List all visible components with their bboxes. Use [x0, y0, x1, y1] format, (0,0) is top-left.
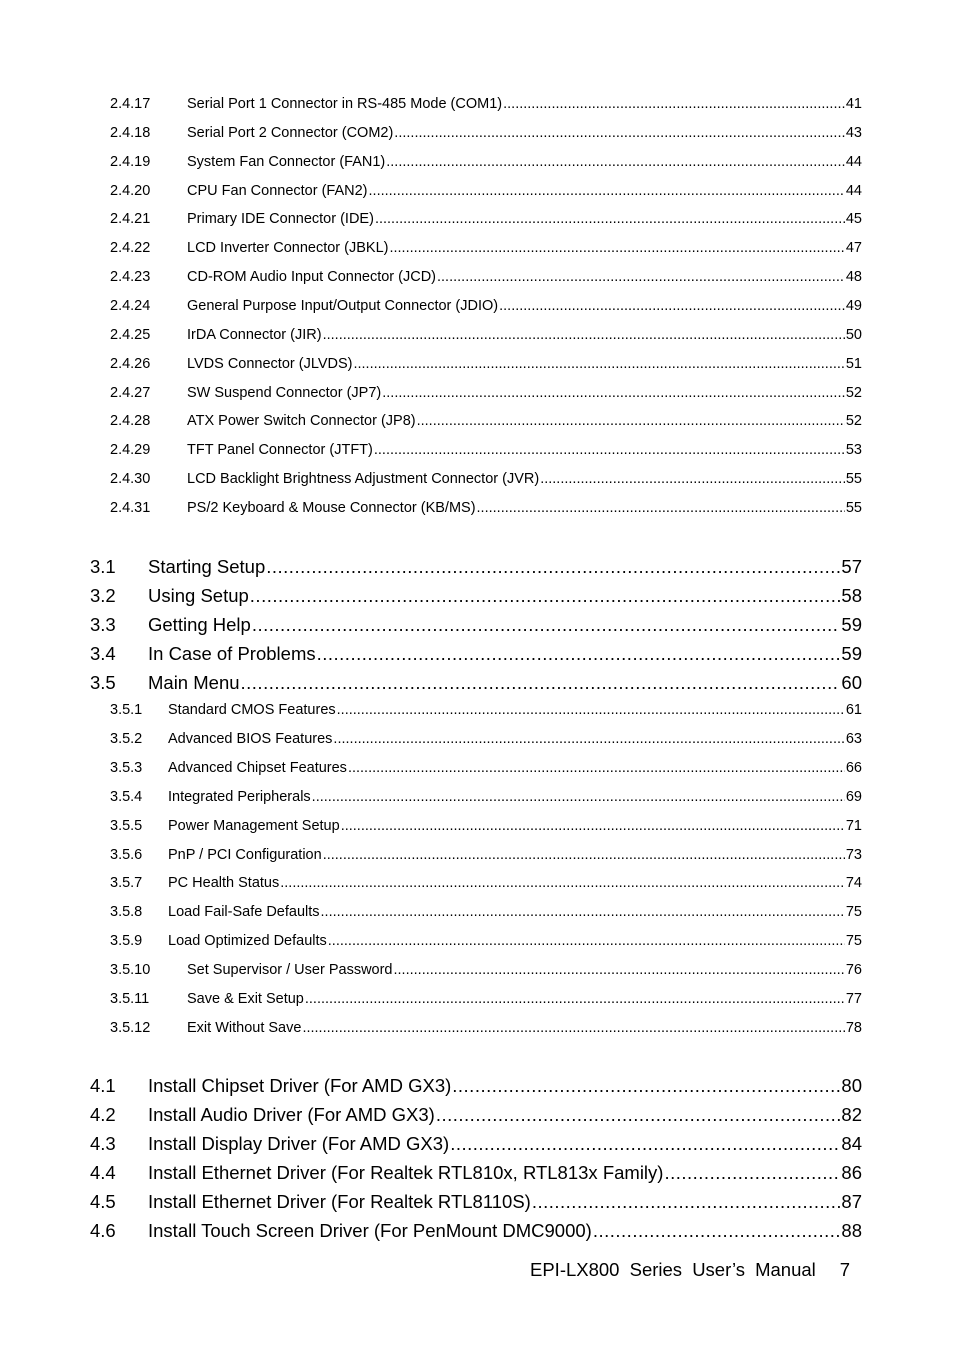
- toc-entry-number: 3.5: [90, 672, 116, 693]
- toc-entry-title: System Fan Connector (FAN1): [187, 153, 386, 170]
- toc-entry[interactable]: [90, 1162, 862, 1184]
- toc-entry-page: 45: [845, 211, 862, 228]
- toc-dot-leader: [540, 471, 845, 487]
- toc-dot-leader: [323, 327, 845, 343]
- toc-dot-leader: [305, 991, 845, 1007]
- toc-dot-leader: [321, 904, 845, 920]
- toc-entry-page: 44: [845, 153, 862, 170]
- toc-entry[interactable]: [110, 933, 862, 949]
- toc-entry[interactable]: [110, 818, 862, 834]
- toc-entry-title: Advanced BIOS Features: [168, 730, 333, 747]
- toc-entry-page: 55: [845, 499, 862, 516]
- toc-entry-number: 3.5.11: [110, 990, 150, 1007]
- toc-entry-number: 2.4.22: [110, 240, 151, 257]
- toc-entry-title: Install Audio Driver (For AMD GX3): [148, 1103, 435, 1125]
- toc-entry-page: 44: [845, 182, 862, 199]
- toc-dot-leader: [499, 298, 845, 314]
- footer-manual-title: EPI-LX800 Series User’s Manual: [530, 1259, 816, 1280]
- toc-dot-leader: [341, 818, 845, 834]
- toc-entry-page: 58: [841, 585, 862, 606]
- toc-entry-number: 4.4: [90, 1161, 116, 1183]
- toc-entry[interactable]: [110, 962, 862, 978]
- toc-dot-leader: [280, 875, 845, 891]
- toc-entry-title: Install Ethernet Driver (For Realtek RTL8110S): [148, 1190, 531, 1212]
- toc-entry-number: 3.2: [90, 585, 116, 606]
- toc-entry[interactable]: [110, 269, 862, 285]
- toc-dot-leader: [348, 760, 845, 776]
- toc-entry-title: Install Ethernet Driver (For Realtek RTL810x, RTL813x Family): [148, 1161, 664, 1183]
- toc-entry-title: LVDS Connector (JLVDS): [187, 355, 353, 372]
- toc-entry-number: 2.4.29: [110, 442, 151, 459]
- toc-dot-leader: [450, 1133, 840, 1155]
- toc-entry-title: Main Menu: [148, 672, 240, 693]
- toc-entry-number: 2.4.21: [110, 211, 151, 228]
- toc-entry-page: 69: [845, 788, 862, 805]
- toc-entry-number: 3.5.12: [110, 1019, 151, 1036]
- toc-entry[interactable]: [90, 1191, 862, 1213]
- toc-entry-title: LCD Backlight Brightness Adjustment Connector (JVR): [187, 471, 540, 488]
- toc-entry-page: 76: [845, 962, 862, 978]
- toc-entry-title: Set Supervisor / User Password: [187, 962, 393, 978]
- toc-entry-page: 49: [845, 297, 862, 314]
- toc-entry-number: 2.4.20: [110, 182, 151, 199]
- toc-dot-leader: [241, 672, 841, 694]
- toc-entry-page: 50: [845, 326, 862, 343]
- toc-entry-title: CPU Fan Connector (FAN2): [187, 182, 368, 199]
- toc-entry-number: 3.5.10: [110, 962, 151, 978]
- toc-dot-leader: [375, 211, 845, 227]
- toc-entry[interactable]: [110, 413, 862, 429]
- toc-entry-title: Load Fail-Safe Defaults: [168, 904, 320, 921]
- toc-dot-leader: [532, 1191, 841, 1213]
- toc-entry-number: 2.4.23: [110, 269, 151, 286]
- toc-entry[interactable]: [110, 96, 862, 112]
- toc-entry[interactable]: [90, 1133, 862, 1155]
- toc-entry-page: 43: [845, 124, 862, 141]
- toc-entry-number: 3.5.3: [110, 759, 143, 776]
- toc-entry-number: 3.5.1: [110, 702, 143, 718]
- toc-entry[interactable]: [90, 643, 862, 665]
- toc-entry-number: 2.4.25: [110, 326, 151, 343]
- toc-entry[interactable]: [110, 1020, 862, 1036]
- toc-entry-number: 3.5.9: [110, 933, 143, 950]
- page-footer: [530, 1259, 850, 1281]
- toc-entry-title: Install Display Driver (For AMD GX3): [148, 1132, 450, 1154]
- toc-entry[interactable]: [110, 183, 862, 199]
- toc-entry[interactable]: [110, 327, 862, 343]
- toc-entry[interactable]: [110, 125, 862, 141]
- toc-entry-title: Install Touch Screen Driver (For PenMount DMC9000): [148, 1219, 592, 1241]
- toc-entry-title: Serial Port 1 Connector in RS-485 Mode (COM1): [187, 96, 503, 112]
- toc-entry-page: 41: [845, 96, 862, 112]
- toc-entry-title: PC Health Status: [168, 875, 280, 892]
- toc-entry-page: 52: [845, 413, 862, 430]
- toc-entry[interactable]: [90, 672, 862, 694]
- toc-entry-page: 59: [841, 614, 862, 635]
- toc-entry-number: 2.4.17: [110, 96, 151, 112]
- toc-dot-leader: [386, 154, 845, 170]
- toc-entry-number: 3.5.4: [110, 788, 143, 805]
- toc-entry-title: Save & Exit Setup: [187, 990, 304, 1007]
- toc-entry[interactable]: [90, 585, 862, 607]
- toc-entry-page: 75: [845, 933, 862, 950]
- toc-entry-number: 2.4.24: [110, 297, 151, 314]
- toc-entry-title: CD-ROM Audio Input Connector (JCD): [187, 269, 436, 286]
- toc-entry-title: LCD Inverter Connector (JBKL): [187, 240, 389, 257]
- toc-dot-leader: [250, 585, 841, 607]
- toc-entry-number: 4.2: [90, 1103, 116, 1125]
- toc-entry-number: 4.6: [90, 1219, 116, 1241]
- toc-dot-leader: [266, 556, 840, 578]
- toc-entry-title: TFT Panel Connector (JTFT): [187, 442, 373, 459]
- toc-entry-page: 47: [845, 240, 862, 257]
- toc-entry-title: Exit Without Save: [187, 1019, 302, 1036]
- toc-entry-page: 66: [845, 759, 862, 776]
- toc-dot-leader: [312, 789, 845, 805]
- toc-dot-leader: [374, 442, 845, 458]
- toc-entry-title: Starting Setup: [148, 556, 266, 577]
- toc-dot-leader: [417, 413, 845, 429]
- toc-entry-title: In Case of Problems: [148, 643, 316, 664]
- toc-entry-page: 53: [845, 442, 862, 459]
- toc-entry-number: 3.4: [90, 643, 116, 664]
- toc-entry[interactable]: [110, 875, 862, 891]
- toc-entry[interactable]: [110, 356, 862, 372]
- toc-entry-title: ATX Power Switch Connector (JP8): [187, 413, 416, 430]
- footer-page-number: 7: [839, 1259, 851, 1280]
- toc-dot-leader: [333, 731, 844, 747]
- toc-entry[interactable]: [90, 1075, 862, 1097]
- toc-entry-page: 52: [845, 384, 862, 401]
- toc-entry-page: 63: [845, 730, 862, 747]
- toc-entry-title: Using Setup: [148, 585, 249, 606]
- toc-dot-leader: [337, 702, 845, 718]
- toc-entry-page: 59: [841, 643, 862, 664]
- toc-entry-number: 2.4.31: [110, 499, 151, 516]
- toc-entry[interactable]: [90, 614, 862, 636]
- toc-entry-number: 2.4.30: [110, 471, 151, 488]
- toc-entry-number: 3.1: [90, 556, 116, 577]
- toc-dot-leader: [477, 500, 845, 516]
- toc-entry-page: 61: [845, 702, 862, 718]
- toc-entry[interactable]: [110, 154, 862, 170]
- toc-entry[interactable]: [110, 904, 862, 920]
- toc-entry-title: Primary IDE Connector (IDE): [187, 211, 374, 228]
- toc-entry[interactable]: [90, 1220, 862, 1242]
- toc-dot-leader: [436, 1104, 841, 1126]
- toc-dot-leader: [503, 96, 845, 112]
- toc-dot-leader: [328, 933, 845, 949]
- toc-entry-page: 71: [845, 817, 862, 834]
- toc-entry-page: 84: [841, 1132, 862, 1154]
- toc-entry-title: Standard CMOS Features: [168, 702, 336, 718]
- toc-entry-number: 3.5.5: [110, 817, 143, 834]
- toc-entry-page: 73: [845, 846, 862, 863]
- toc-entry-number: 3.5.6: [110, 846, 143, 863]
- toc-dot-leader: [323, 847, 845, 863]
- toc-entry-page: 60: [841, 672, 862, 693]
- toc-entry-page: 74: [845, 875, 862, 892]
- toc-entry[interactable]: [110, 211, 862, 227]
- toc-entry[interactable]: [110, 847, 862, 863]
- toc-entry-page: 88: [841, 1219, 862, 1241]
- toc-entry-number: 3.3: [90, 614, 116, 635]
- toc-entry-page: 87: [841, 1190, 862, 1212]
- toc-entry-number: 2.4.26: [110, 355, 151, 372]
- toc-entry[interactable]: [110, 240, 862, 256]
- toc-entry[interactable]: [110, 760, 862, 776]
- toc-entry-title: SW Suspend Connector (JP7): [187, 384, 382, 401]
- toc-dot-leader: [394, 125, 845, 141]
- toc-entry-number: 3.5.8: [110, 904, 143, 921]
- toc-entry-page: 57: [841, 556, 862, 577]
- toc-entry-title: PnP / PCI Configuration: [168, 846, 322, 863]
- toc-dot-leader: [664, 1162, 840, 1184]
- toc-entry[interactable]: [110, 385, 862, 401]
- toc-entry-title: Power Management Setup: [168, 817, 340, 834]
- toc-dot-leader: [302, 1020, 844, 1036]
- toc-entry[interactable]: [110, 442, 862, 458]
- toc-dot-leader: [394, 962, 845, 978]
- toc-entry-number: 3.5.2: [110, 730, 143, 747]
- toc-entry-title: PS/2 Keyboard & Mouse Connector (KB/MS): [187, 499, 476, 516]
- toc-entry-number: 4.3: [90, 1132, 116, 1154]
- toc-dot-leader: [389, 240, 844, 256]
- toc-entry[interactable]: [110, 500, 862, 516]
- toc-entry-number: 2.4.19: [110, 153, 151, 170]
- toc-entry-page: 78: [845, 1019, 862, 1036]
- toc-dot-leader: [437, 269, 845, 285]
- toc-entry-number: 2.4.27: [110, 384, 151, 401]
- toc-entry-title: Load Optimized Defaults: [168, 933, 327, 950]
- toc-entry-page: 75: [845, 904, 862, 921]
- toc-entry[interactable]: [110, 991, 862, 1007]
- toc-entry-page: 55: [845, 471, 862, 488]
- toc-dot-leader: [593, 1220, 841, 1242]
- toc-entry-title: Advanced Chipset Features: [168, 759, 347, 776]
- toc-entry-page: 86: [841, 1161, 862, 1183]
- toc-entry[interactable]: [110, 298, 862, 314]
- toc-entry[interactable]: [110, 702, 862, 718]
- toc-dot-leader: [353, 356, 844, 372]
- toc-entry-page: 77: [845, 990, 862, 1007]
- toc-entry-title: IrDA Connector (JIR): [187, 326, 322, 343]
- toc-entry[interactable]: [90, 1104, 862, 1126]
- toc-entry-title: Install Chipset Driver (For AMD GX3): [148, 1075, 452, 1096]
- toc-entry[interactable]: [110, 731, 862, 747]
- toc-entry-number: 4.1: [90, 1075, 116, 1096]
- toc-entry[interactable]: [90, 556, 862, 578]
- toc-entry-page: 80: [841, 1075, 862, 1096]
- toc-entry-number: 3.5.7: [110, 875, 143, 892]
- toc-dot-leader: [452, 1075, 840, 1097]
- toc-entry-title: General Purpose Input/Output Connector (JDIO): [187, 297, 499, 314]
- toc-entry-page: 48: [845, 269, 862, 286]
- toc-entry-title: Serial Port 2 Connector (COM2): [187, 124, 394, 141]
- toc-dot-leader: [382, 385, 845, 401]
- toc-entry-page: 51: [845, 355, 862, 372]
- toc-entry-title: Getting Help: [148, 614, 251, 635]
- toc-dot-leader: [252, 614, 841, 636]
- toc-entry-title: Integrated Peripherals: [168, 788, 311, 805]
- toc-entry[interactable]: [110, 471, 862, 487]
- toc-dot-leader: [369, 183, 845, 199]
- toc-entry-number: 2.4.28: [110, 413, 151, 430]
- toc-entry[interactable]: [110, 789, 862, 805]
- toc-entry-number: 2.4.18: [110, 124, 151, 141]
- toc-entry-number: 4.5: [90, 1190, 116, 1212]
- toc-dot-leader: [317, 643, 841, 665]
- toc-entry-page: 82: [841, 1103, 862, 1125]
